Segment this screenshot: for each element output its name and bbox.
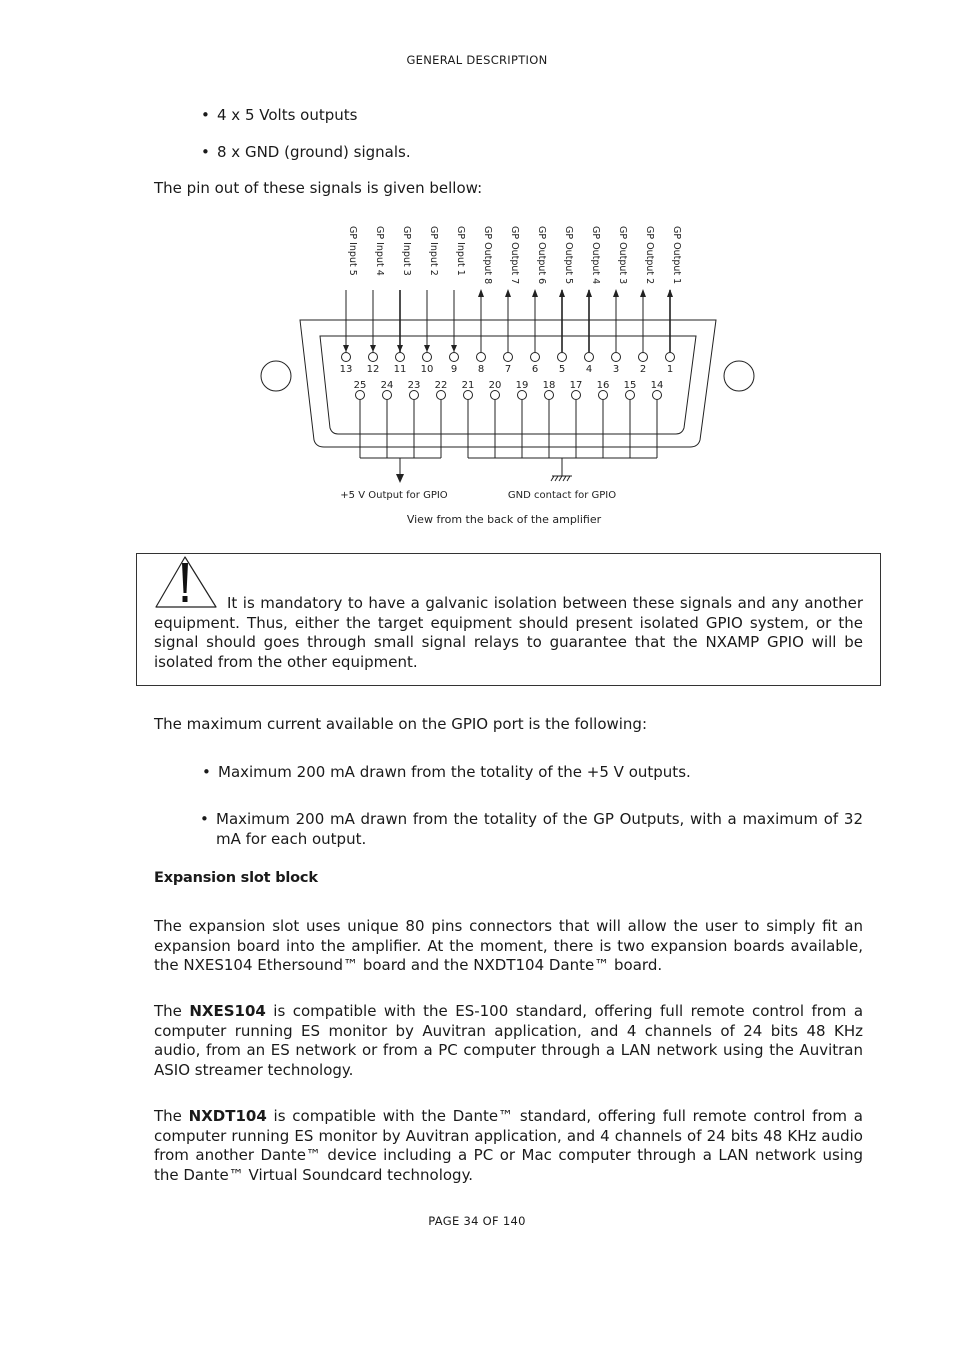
pin-number: 25	[353, 380, 367, 391]
pinout-intro: The pin out of these signals is given bellow:	[154, 179, 483, 197]
signal-label: GP Input 4	[374, 226, 385, 276]
pin-number: 17	[569, 380, 583, 391]
left-mounting-hole	[261, 361, 291, 391]
list-item	[202, 762, 691, 782]
signal-label: GP Output 2	[644, 226, 655, 285]
product-name: NXDT104	[188, 1107, 267, 1125]
bullet-dot: •	[200, 810, 209, 828]
signal-label: GP Output 6	[536, 226, 547, 285]
pin-circle	[666, 353, 675, 362]
v5-output-label: +5 V Output for GPIO	[340, 490, 448, 501]
pin-circle	[612, 353, 621, 362]
page-footer: PAGE 34 OF 140	[428, 1214, 526, 1228]
pin-circle	[356, 391, 365, 400]
pin-number: 15	[623, 380, 637, 391]
pin-circle	[369, 353, 378, 362]
pin-number: 7	[504, 364, 512, 375]
pin-circle	[437, 391, 446, 400]
pin-circle	[653, 391, 662, 400]
signal-arrowhead	[613, 289, 619, 297]
list-item-text: Maximum 200 mA drawn from the totality of the +5 V outputs.	[218, 763, 691, 781]
signal-arrowhead	[424, 345, 430, 352]
text-run: The	[154, 1107, 189, 1125]
pin-circle	[383, 391, 392, 400]
page-header: GENERAL DESCRIPTION	[406, 53, 548, 67]
v5-output-arrowhead	[396, 474, 404, 483]
list-item-text: 4 x 5 Volts outputs	[217, 106, 358, 124]
text-run: is compatible with the ES-100 standard, offering full remote control from a computer running ES monitor by Auvitran application, and 4 channels of 24 bits 48 KHz audio, from an ES network or from a PC computer through a LAN network using the Auvitran ASIO streamer technology.	[154, 1002, 864, 1079]
pin-number: 6	[531, 364, 539, 375]
list-item-text: 8 x GND (ground) signals.	[217, 143, 411, 161]
signal-label: GP Output 8	[482, 226, 493, 285]
signal-arrowhead	[640, 289, 646, 297]
pin-circle	[626, 391, 635, 400]
warning-text: It is mandatory to have a galvanic isolation between these signals and any another equipment. Thus, either the target equipment should present isolated GPIO system, or the signal should goes through small signal relays to guarantee that the NXAMP GPIO will be isolated from the other equipment.	[154, 594, 863, 671]
pin-circle	[504, 353, 513, 362]
pin-number: 16	[596, 380, 610, 391]
pin-number: 14	[650, 380, 664, 391]
pin-circle	[464, 391, 473, 400]
pin-circle	[545, 391, 554, 400]
bullet-dot: •	[202, 763, 211, 781]
pin-number: 23	[407, 380, 421, 391]
signal-arrowhead	[586, 289, 592, 297]
pin-circle	[518, 391, 527, 400]
bullet-dot: •	[201, 143, 210, 161]
list-item-text: Maximum 200 mA drawn from the totality of the GP Outputs, with a maximum of 32 mA for each output.	[216, 810, 863, 848]
signal-label: GP Output 5	[563, 226, 574, 285]
right-mounting-hole	[724, 361, 754, 391]
pin-circle	[410, 391, 419, 400]
ground-hatch	[551, 476, 554, 481]
pin-number: 13	[339, 364, 353, 375]
ground-hatch	[563, 476, 566, 481]
gnd-contact-label: GND contact for GPIO	[507, 490, 617, 501]
signal-arrowhead	[397, 345, 403, 352]
pin-number: 24	[380, 380, 394, 391]
pin-number: 12	[366, 364, 380, 375]
pin-circle	[342, 353, 351, 362]
ground-hatch	[559, 476, 562, 481]
bullet-dot: •	[201, 106, 210, 124]
diagram-caption: View from the back of the amplifier	[406, 513, 602, 526]
pin-circle	[396, 353, 405, 362]
signal-arrowhead	[370, 345, 376, 352]
text-run: is compatible with the Dante™ standard, offering full remote control from a computer running ES monitor by Auvitran application, and 4 channels of 24 bits 48 KHz audio from another Dante™ device including a PC or Mac computer through a LAN network using the Dante™ Virtual Soundcard technology.	[154, 1107, 863, 1184]
nxes104-paragraph	[154, 1002, 863, 1080]
signal-arrowhead	[343, 345, 349, 352]
pin-circle	[423, 353, 432, 362]
signal-arrowhead	[478, 289, 484, 297]
nxdt104-paragraph	[154, 1107, 863, 1185]
ground-hatch	[567, 476, 570, 481]
product-name: NXES104	[189, 1002, 266, 1020]
signal-label: GP Output 1	[671, 226, 682, 285]
pin-circle	[599, 391, 608, 400]
pin-number: 9	[450, 364, 458, 375]
pin-number: 18	[542, 380, 556, 391]
pin-number: 2	[639, 364, 647, 375]
pin-circle	[531, 353, 540, 362]
signal-label: GP Output 3	[617, 226, 628, 285]
pin-circle	[477, 353, 486, 362]
signal-arrowhead	[667, 289, 673, 297]
pin-number: 20	[488, 380, 502, 391]
pin-circle	[572, 391, 581, 400]
ground-hatch	[555, 476, 558, 481]
pin-number: 21	[461, 380, 475, 391]
pin-number: 5	[558, 364, 566, 375]
signal-label: GP Output 4	[590, 226, 601, 285]
signal-arrowhead	[532, 289, 538, 297]
pin-number: 1	[666, 364, 674, 375]
signal-label: GP Input 5	[347, 226, 358, 276]
pin-group	[340, 353, 675, 400]
pin-number: 3	[612, 364, 620, 375]
db25-pinout-diagram	[0, 0, 954, 540]
pin-circle	[450, 353, 459, 362]
text-run: The	[154, 1002, 190, 1020]
signal-label: GP Output 7	[509, 226, 520, 285]
expansion-intro: The expansion slot uses unique 80 pins connectors that will allow the user to simply fit an expansion board into the amplifier. At the moment, there is two expansion boards available, the NXES104 Ethersound™ board and the NXDT104 Dante™ board.	[154, 917, 863, 974]
signal-label: GP Input 2	[428, 226, 439, 276]
current-intro: The maximum current available on the GPIO port is the following:	[154, 715, 648, 733]
pin-circle	[558, 353, 567, 362]
pin-number: 10	[420, 364, 434, 375]
signal-arrowhead	[505, 289, 511, 297]
signal-arrowhead	[451, 345, 457, 352]
pin-circle	[491, 391, 500, 400]
pin-circle	[639, 353, 648, 362]
signal-arrowhead	[559, 289, 565, 297]
pin-number: 22	[434, 380, 448, 391]
signal-label: GP Input 1	[455, 226, 466, 276]
pin-number: 19	[515, 380, 529, 391]
pin-number: 8	[477, 364, 485, 375]
signal-label: GP Input 3	[401, 226, 412, 276]
list-item	[200, 809, 863, 849]
signal-labels	[347, 226, 682, 284]
pin-number: 11	[393, 364, 407, 375]
pin-number: 4	[585, 364, 593, 375]
section-heading: Expansion slot block	[154, 870, 318, 886]
pin-circle	[585, 353, 594, 362]
